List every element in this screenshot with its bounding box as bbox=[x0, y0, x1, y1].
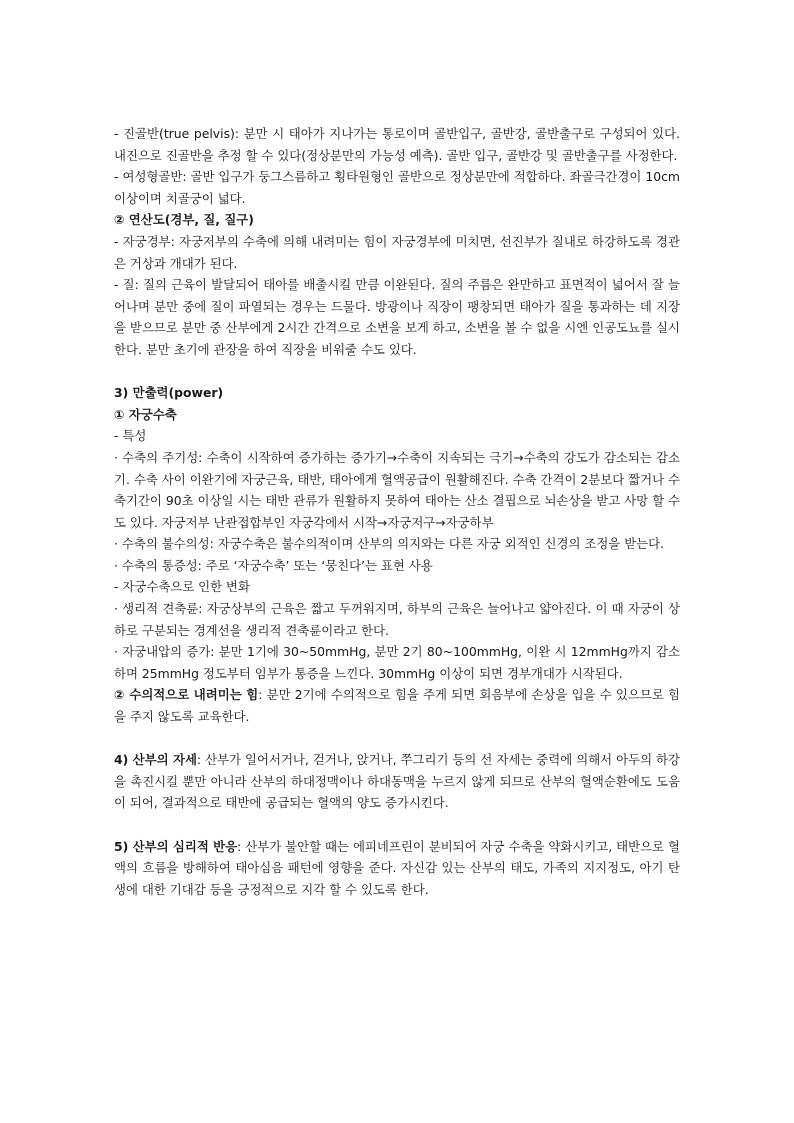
paragraph-involuntary: · 수축의 불수의성: 자궁수축은 불수의적이며 산부의 의지와는 다른 자궁 외적인 신경의 조정을 받는다. bbox=[114, 536, 665, 552]
paragraph-cervix: - 자궁경부: 자궁저부의 수축에 의해 내려미는 힘이 자궁경부에 미치면, 선진부가 질내로 하강하도록 경관은 거상과 개대가 된다. bbox=[114, 233, 680, 271]
paragraph-true-pelvis: - 진골반(true pelvis): 분만 시 태아가 지나가는 통로이며 골반입구, 골반강, 골반출구로 구성되어 있다. 내진으로 진골반을 추정 할 수 있다(정상분만의 가능성 예측). 골반 입구, 골반강 및 골반출구를 사정한다. bbox=[114, 126, 680, 163]
paragraph-maternal-position bbox=[114, 749, 680, 814]
spacer bbox=[114, 728, 680, 750]
paragraph-characteristics: - 특성 bbox=[114, 428, 147, 444]
paragraph-vagina: - 질: 질의 근육이 발달되어 태아를 배출시킬 만큼 이완된다. 질의 주름은 완만하고 표면적이 넓어서 잘 늘어나며 분만 중에 질이 파열되는 경우는 드물다. 방광이나 직장이 팽창되면 태아가 질을 통과하는 데 지장을 받으므로 분만 중 산부에게 2시간 간격으로 소변을 보게 하고, 소변을 볼 수 없을 시엔 인공도뇨를 실시한다. 분만 초기에 관장을 하여 직장을 비워줄 수도 있다. bbox=[114, 277, 680, 357]
paragraph-changes: - 자궁수축으로 인한 변화 bbox=[114, 579, 250, 595]
spacer bbox=[114, 361, 680, 383]
heading-uterine-contraction: ① 자궁수축 bbox=[114, 406, 177, 422]
heading-power: 3) 만출력(power) bbox=[114, 385, 224, 401]
paragraph-intrauterine-pressure: · 자궁내압의 증가: 분만 1기에 30~50mmHg, 분만 2기 80~100mmHg, 이완 시 12mmHg까지 감소하며 25mmHg 정도부터 임부가 통증을 느낀다. 30mmHg 이상이 되면 경부개대가 시작된다. bbox=[114, 644, 680, 681]
psychological-response-text: : 산부가 불안할 때는 에피네프린이 분비되어 자궁 수축을 약화시키고, 태반으로 혈액의 흐름을 방해하여 태아심음 패턴에 영향을 준다. 자신감 있는 산부의 태도, 가족의 지지정도, 아기 탄생에 대한 기대감 등을 긍정적으로 지각 할 수 있도록 한다. bbox=[114, 838, 680, 897]
paragraph-bearing-down bbox=[114, 684, 680, 727]
bearing-down-text: : 분만 2기에 수의적으로 힘을 주게 되면 회음부에 손상을 입을 수 있으므로 힘을 주지 않도록 교육한다. bbox=[114, 687, 680, 725]
paragraph-periodicity: · 수축의 주기성: 수축이 시작하여 증가하는 증가기→수축이 지속되는 극기→수축의 강도가 감소되는 감소기. 수축 사이 이완기에 자궁근육, 태반, 태아에게 혈액공급이 원활해진다. 수축 간격이 2분보다 짧거나 수축기간이 90초 이상일 시는 태반 관류가 원활하지 못하여 태아는 산소 결핍으로 뇌손상을 받고 사망 할 수도 있다. 자궁저부 난관접합부인 자궁각에서 시작→자궁저구→자궁하부 bbox=[114, 449, 680, 530]
maternal-position-text: : 산부가 일어서거나, 걷거나, 앉거나, 쭈그리기 등의 선 자세는 중력에 의해서 아두의 하강을 촉진시킬 뿐만 아니라 산부의 하대정맥이나 하대동맥을 누르지 않게 되므로 산부의 혈액순환에도 도움이 되어, 결과적으로 태반에 공급되는 혈액의 양도 증가시킨다. bbox=[114, 752, 680, 811]
paragraph-psychological-response bbox=[114, 836, 680, 901]
heading-soft-tissue: ② 연산도(경부, 질, 질구) bbox=[114, 212, 254, 228]
psychological-response-heading: 5) 산부의 심리적 반응 bbox=[114, 838, 238, 854]
spacer bbox=[114, 814, 680, 836]
paragraph-gynecoid-pelvis: - 여성형골반: 골반 입구가 둥그스름하고 횡타원형인 골반으로 정상분만에 적합하다. 좌골극간경이 10cm이상이며 치골궁이 넓다. bbox=[114, 169, 680, 206]
paragraph-retraction-ring: · 생리적 견축륜: 자궁상부의 근육은 짧고 두꺼워지며, 하부의 근육은 늘어나고 얇아진다. 이 때 자궁이 상하로 구분되는 경계선을 생리적 견축륜이라고 한다. bbox=[114, 601, 680, 638]
bearing-down-heading: ② 수의적으로 내려미는 힘 bbox=[114, 687, 259, 703]
document-page bbox=[114, 123, 680, 900]
paragraph-painful: · 수축의 통증성: 주로 ‘자궁수축’ 또는 ‘뭉친다’는 표현 사용 bbox=[114, 557, 433, 573]
maternal-position-heading: 4) 산부의 자세 bbox=[114, 752, 197, 768]
